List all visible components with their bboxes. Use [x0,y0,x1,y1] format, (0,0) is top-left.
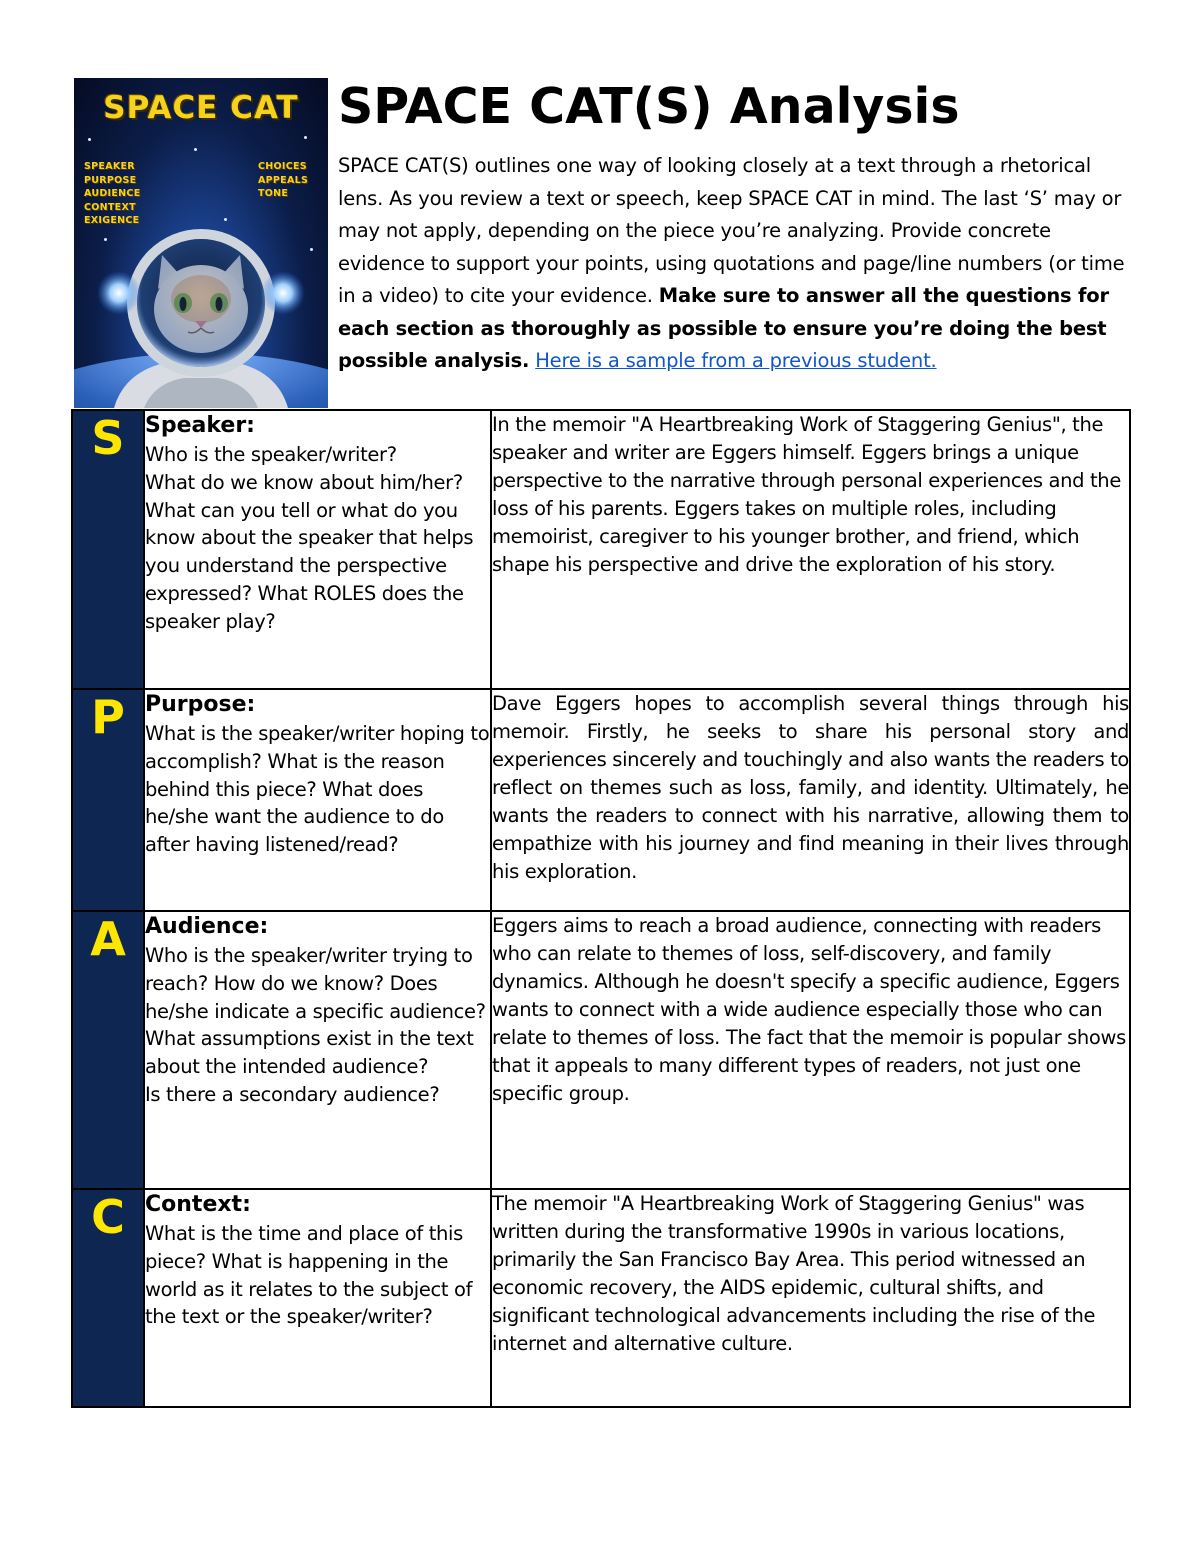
question-text: What can you tell or what do you know about the speaker that helps you understand the perspective expressed? What ROLES does the speaker play? [145,498,474,633]
letter-cell [72,911,144,1189]
letter-cell [72,689,144,911]
question-cell [144,1189,491,1407]
space-cat-poster [74,78,328,408]
page-title: SPACE CAT(S) Analysis [338,78,960,135]
row-letter: S [91,411,125,465]
section-heading: Audience: [145,914,269,939]
letter-cell [72,1189,144,1407]
star-dot [224,218,227,221]
poster-item: TONE [258,188,289,199]
star-dot [88,138,91,141]
table-row-speaker [72,410,1130,689]
letter-cell [72,410,144,689]
answer-cell[interactable]: Dave Eggers hopes to accomplish several things through his memoir. Firstly, he seeks to share his personal story and experiences sincerely and touchingly and also wants the readers to reflect on themes such as loss, family, and identity. Ultimately, he wants the readers to connect with his narrative, allowing them to empathize with his journey and find meaning in their lives through his exploration. [491,689,1130,911]
answer-cell[interactable]: In the memoir "A Heartbreaking Work of Staggering Genius", the speaker and writer are Eggers himself. Eggers brings a unique perspective to the narrative through personal experiences and the loss of his parents. Eggers takes on multiple roles, including memoirist, caregiver to his younger brother, and friend, which shape his perspective and drive the exploration of his story. [491,410,1130,689]
poster-left-list [84,160,141,228]
question-text: Who is the speaker/writer? [145,443,397,466]
row-letter: P [91,690,125,744]
question-cell [144,410,491,689]
question-cell [144,689,491,911]
section-heading: Context: [145,1192,251,1217]
table-row-audience [72,911,1130,1189]
poster-item: CONTEXT [84,201,136,213]
row-letter: A [90,912,126,966]
poster-item: APPEALS [258,174,309,186]
section-heading: Purpose: [145,692,256,717]
poster-right-list [258,160,308,201]
star-dot [194,148,197,151]
section-heading: Speaker: [145,413,255,438]
astronaut-cat-icon [74,223,328,408]
poster-item: PURPOSE [84,174,137,186]
table-row-context [72,1189,1130,1407]
question-text: What is the speaker/writer hoping to accomplish? What is the reason behind this piece? What does he/she want the audience to do after having listened/read? [145,722,490,857]
question-text: Who is the speaker/writer trying to reach? How do we know? Does he/she indicate a specific audience? [145,944,486,1023]
answer-cell[interactable]: The memoir "A Heartbreaking Work of Staggering Genius" was written during the transformative 1990s in various locations, primarily the San Francisco Bay Area. This period witnessed an economic recovery, the AIDS epidemic, cultural shifts, and significant technological advancements including the rise of the internet and alternative culture. [491,1189,1130,1407]
star-dot [304,136,307,139]
question-text: What is the time and place of this piece? What is happening in the world as it relates to the subject of the text or the speaker/writer? [145,1222,473,1329]
poster-title: SPACE CAT [103,90,299,126]
intro-text: SPACE CAT(S) outlines one way of looking closely at a text through a rhetorical lens. As you review a text or speech, keep SPACE CAT in mind. The last ‘S’ may or may not apply, depending on the piece you’re analyzing. Provide concrete evidence to support your points, using quotations and page/line numbers (or time in a video) to cite your evidence. [338,154,1125,307]
sample-link[interactable]: Here is a sample from a previous student. [535,349,937,372]
question-text: Is there a secondary audience? [145,1082,440,1106]
question-text: What do we know about him/her? [145,470,463,494]
intro-bold-text: Make sure to answer all the questions for each section as thoroughly as possible to ensure you’re doing the best possible analysis. [338,284,1109,372]
space-cat-table [71,409,1131,1408]
poster-item: EXIGENCE [84,215,140,226]
poster-item: CHOICES [258,161,307,172]
poster-item: SPEAKER [84,161,135,172]
table-row-purpose [72,689,1130,911]
poster-item: AUDIENCE [84,188,141,199]
question-cell [144,911,491,1189]
question-text: What assumptions exist in the text about the intended audience? [145,1027,474,1079]
answer-cell[interactable]: Eggers aims to reach a broad audience, connecting with readers who can relate to themes of loss, self-discovery, and family dynamics. Although he doesn't specify a specific audience, Eggers wants to connect with a wide audience especially those who can relate to themes of loss. The fact that the memoir is popular shows that it appeals to many different types of readers, not just one specific group. [491,911,1130,1189]
intro-paragraph [338,150,1138,378]
row-letter: C [91,1190,125,1244]
